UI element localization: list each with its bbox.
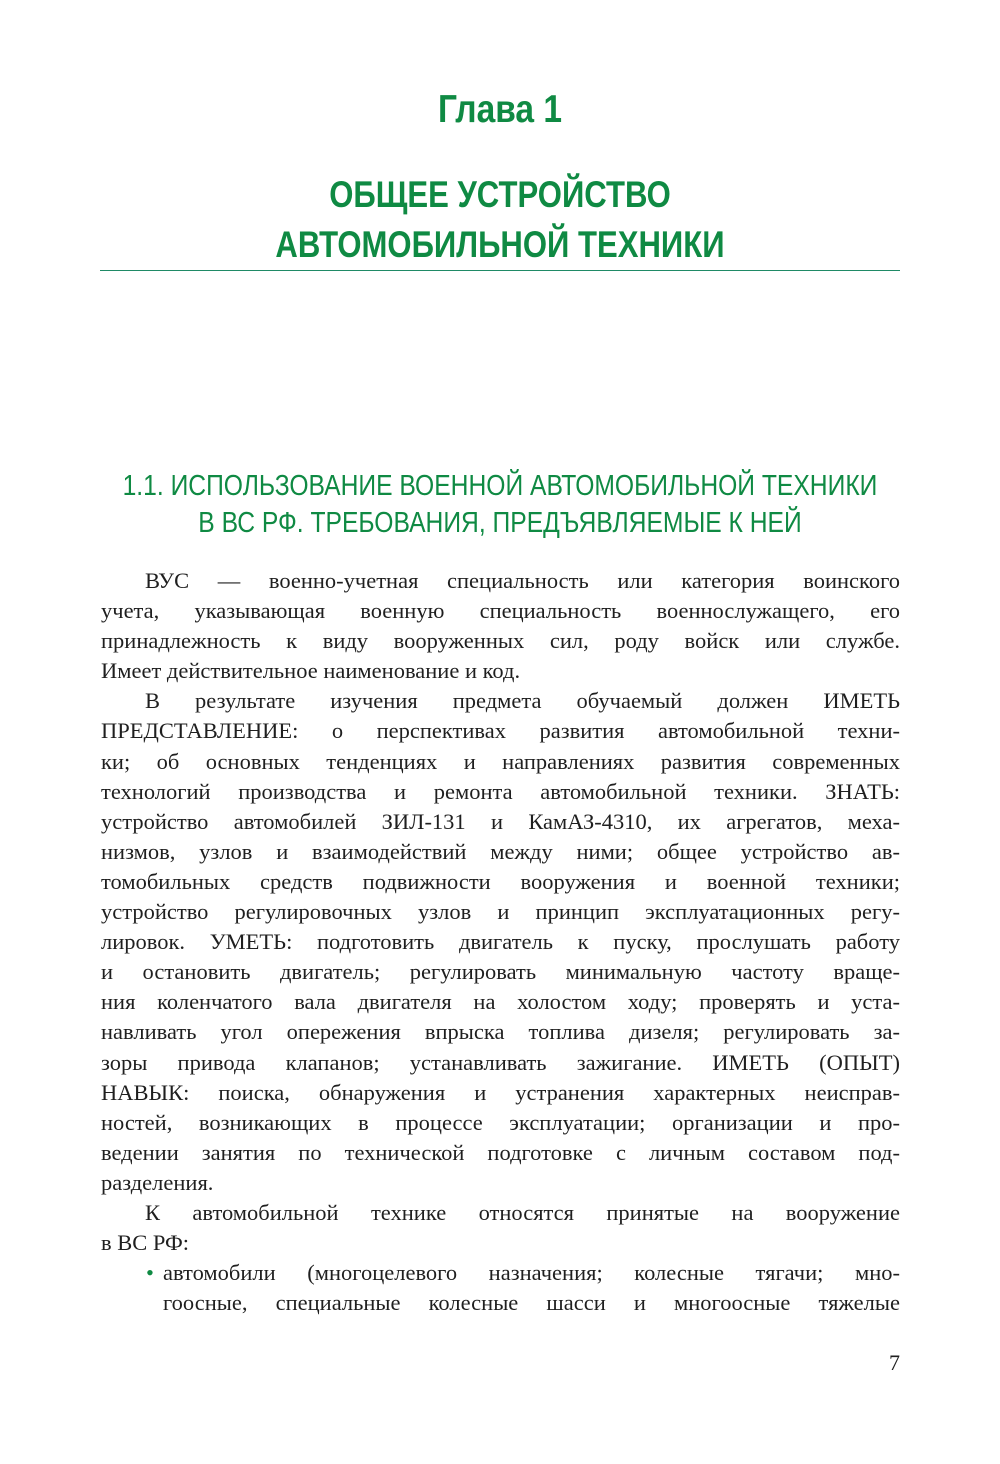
text-line: навливать угол опережения впрыска топлива дизеля; регулировать за- — [101, 1019, 900, 1045]
text-line: учета, указывающая военную специальность военнослужащего, его — [101, 598, 900, 624]
text-line: в ВС РФ: — [101, 1230, 190, 1256]
chapter-label: Глава 1 — [437, 88, 563, 131]
text-line: устройство автомобилей ЗИЛ-131 и КамАЗ-4310, их агрегатов, меха- — [101, 808, 900, 834]
bullet-text: автомобили (многоцелевого назначения; колесные тягачи; мно- — [163, 1260, 900, 1286]
paragraph-vus-definition — [101, 566, 900, 686]
text-line: устройство регулировочных узлов и принцип эксплуатационных регу- — [101, 899, 900, 925]
text-line: ностей, возникающих в процессе эксплуатации; организации и про- — [101, 1109, 900, 1135]
text-line: ки; об основных тенденциях и направлениях развития современных — [101, 748, 900, 774]
text-line: Имеет действительное наименование и код. — [101, 658, 521, 684]
paragraph-learning-outcomes — [101, 686, 900, 1198]
bullet-item — [101, 1258, 900, 1288]
text-line: разделения. — [101, 1169, 214, 1195]
chapter-title — [80, 170, 920, 270]
text-line: низмов, узлов и взаимодействий между ними; общее устройство ав- — [101, 838, 900, 864]
section-title-line: В ВС РФ. ТРЕБОВАНИЯ, ПРЕДЪЯВЛЯЕМЫЕ К НЕЙ — [198, 507, 802, 539]
bullet-list — [101, 1258, 900, 1318]
paragraph-vehicle-categories — [101, 1198, 900, 1258]
text-line: лировок. УМЕТЬ: подготовить двигатель к пуску, прослушать работу — [101, 929, 900, 955]
chapter-title-line: АВТОМОБИЛЬНОЙ ТЕХНИКИ — [275, 224, 725, 265]
text-line: ВУС — военно-учетная специальность или категория воинского — [145, 568, 900, 593]
section-title — [75, 468, 925, 542]
text-line: томобильных средств подвижности вооружения и военной техники; — [101, 868, 900, 894]
text-line: зоры привода клапанов; устанавливать зажигание. ИМЕТЬ (ОПЫТ) — [101, 1049, 900, 1075]
section-title-line: 1.1. ИСПОЛЬЗОВАНИЕ ВОЕННОЙ АВТОМОБИЛЬНОЙ ТЕХНИКИ — [122, 470, 878, 502]
text-line: ПРЕДСТАВЛЕНИЕ: о перспективах развития автомобильной техни- — [101, 718, 900, 744]
text-line: и остановить двигатель; регулировать минимальную частоту враще- — [101, 959, 900, 985]
chapter-divider — [100, 270, 900, 271]
text-line: В результате изучения предмета обучаемый должен ИМЕТЬ — [145, 688, 900, 714]
text-line: НАВЫК: поиска, обнаружения и устранения характерных неисправ- — [101, 1079, 900, 1105]
text-line: технологий производства и ремонта автомобильной техники. ЗНАТЬ: — [101, 778, 900, 804]
text-line: К автомобильной технике относятся принятые на вооружение — [145, 1199, 900, 1225]
chapter-title-line: ОБЩЕЕ УСТРОЙСТВО — [329, 174, 671, 215]
text-line: принадлежность к виду вооруженных сил, роду войск или службе. — [101, 628, 900, 654]
page-number: 7 — [889, 1350, 900, 1375]
bullet-marker: • — [146, 1260, 154, 1286]
bullet-text: гоосные, специальные колесные шасси и многоосные тяжелые — [163, 1290, 900, 1316]
text-line: ния коленчатого вала двигателя на холостом ходу; проверять и уста- — [101, 989, 900, 1015]
body-text — [101, 566, 900, 1318]
text-line: ведении занятия по технической подготовке с личным составом под- — [101, 1139, 900, 1165]
